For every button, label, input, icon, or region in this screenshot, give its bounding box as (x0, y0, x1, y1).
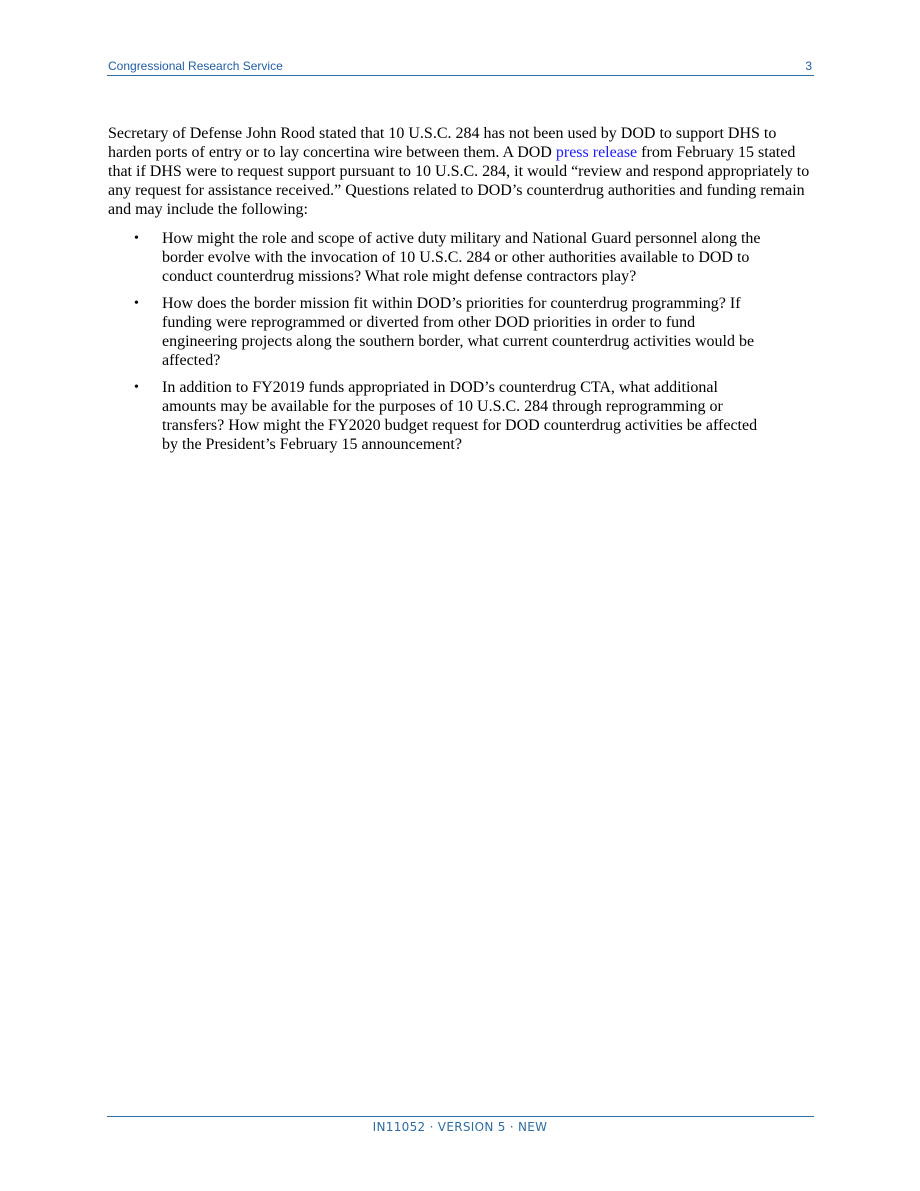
bullet-icon: • (134, 380, 139, 395)
document-body (108, 124, 818, 462)
intro-text-start: Secretary of Defense John Rood stated that 10 U.S.C. 284 has not been used by DOD to support DHS to harden ports of entry or to lay concertina wire between them. A DOD (108, 125, 777, 161)
question-text: How does the border mission fit within DOD’s priorities for counterdrug programming? If funding were reprogrammed or diverted from other DOD priorities in order to fund engineering projects along the southern border, what current counterdrug activities would be affected? (162, 295, 755, 369)
intro-text-end: from February 15 stated that if DHS were to request support pursuant to 10 U.S.C. 284, it would “review and respond appropriately to any request for assistance received.” Questions related to DOD’s counterdrug authorities and funding remain and may include the following: (108, 144, 810, 218)
questions-list (108, 229, 818, 454)
question-text: How might the role and scope of active duty military and National Guard personnel along the border evolve with the invocation of 10 U.S.C. 284 or other authorities available to DOD to conduct counterdrug missions? What role might defense contractors play? (162, 230, 761, 285)
question-text: In addition to FY2019 funds appropriated in DOD’s counterdrug CTA, what additional amounts may be available for the purposes of 10 U.S.C. 284 through reprogramming or transfers? How might the FY2020 budget request for DOD counterdrug activities be affected by the President’s February 15 announcement? (162, 379, 758, 453)
press-release-link[interactable]: press release (555, 144, 638, 161)
page-number: 3 (805, 59, 812, 73)
footer-divider (107, 1116, 814, 1117)
list-item (108, 378, 762, 454)
list-item (108, 294, 762, 370)
page-header (107, 57, 814, 76)
header-title: Congressional Research Service (108, 59, 283, 73)
page-footer: IN11052 · VERSION 5 · NEW (372, 1120, 548, 1134)
list-item (108, 229, 762, 286)
bullet-icon: • (134, 231, 139, 246)
bullet-icon: • (134, 296, 139, 311)
intro-paragraph (108, 124, 818, 219)
